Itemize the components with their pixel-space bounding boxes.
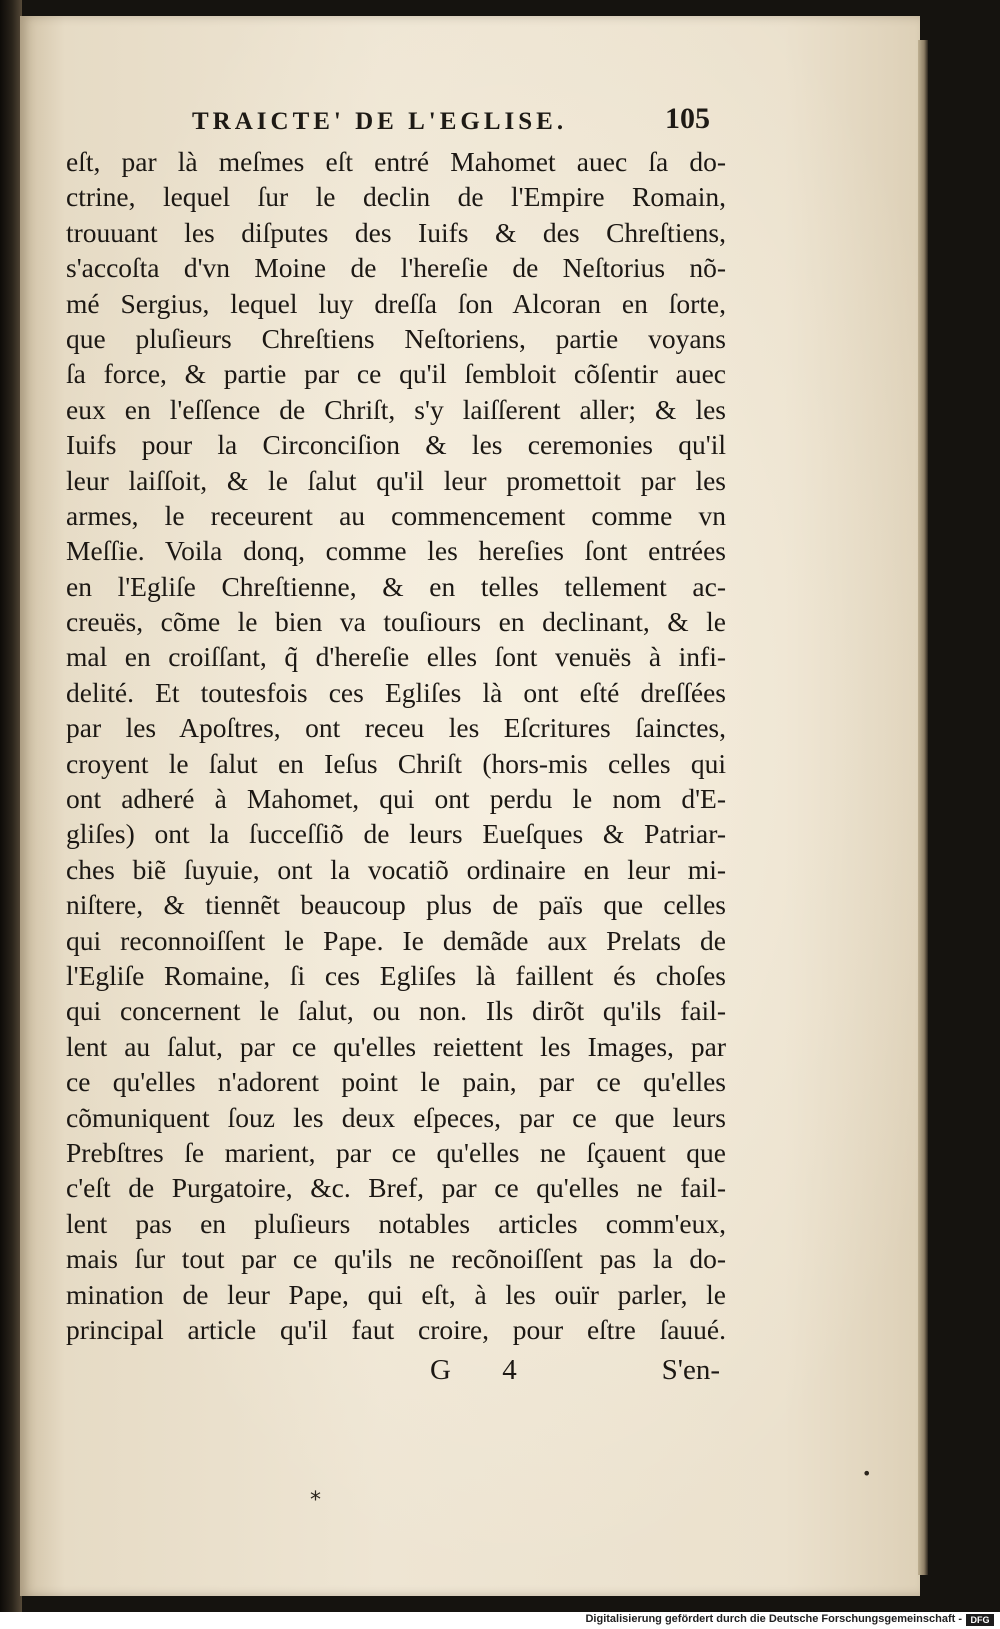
- text-line: lent pas en pluſieurs notables articles comm'eux,: [66, 1207, 726, 1239]
- ink-mark: •: [862, 1464, 872, 1483]
- text-line: trouuant les diſputes des Iuifs & des Chreſtiens,: [66, 216, 726, 248]
- book-binding: [0, 0, 22, 1612]
- text-line: mination de leur Pape, qui eſt, à les ouïr parler, le: [66, 1278, 726, 1310]
- text-line: mais ſur tout par ce qu'ils ne recõnoiſſent pas la do-: [66, 1243, 726, 1275]
- scanned-page: [20, 16, 920, 1596]
- body-text: [66, 144, 726, 1347]
- text-line: eux en l'eſſence de Chriſt, s'y laiſſerent aller; & les: [66, 393, 726, 425]
- text-line: Meſſie. Voila donq, comme les hereſies ſont entrées: [66, 535, 726, 567]
- text-line: par les Apoſtres, ont receu les Eſcritures ſainctes,: [66, 712, 726, 744]
- text-line: gliſes) ont la ſucceſſiõ de leurs Eueſques & Patriar-: [66, 818, 726, 850]
- footer-bar: [0, 1612, 1000, 1629]
- text-line: mé Sergius, lequel luy dreſſa ſon Alcoran en ſorte,: [66, 287, 726, 319]
- text-line: niſtere, & tiennẽt beaucoup plus de païs que celles: [66, 889, 726, 921]
- text-line: armes, le receurent au commencement comme vn: [66, 499, 726, 531]
- text-line: s'accoſta d'vn Moine de l'hereſie de Neſtorius nõ-: [66, 252, 726, 284]
- text-line: leur laiſſoit, & le ſalut qu'il leur promettoit par les: [66, 464, 726, 496]
- text-line: Iuifs pour la Circonciſion & les ceremonies qu'il: [66, 429, 726, 461]
- signature-line: [320, 1354, 720, 1394]
- page-number: 105: [665, 102, 710, 135]
- running-head: [170, 94, 710, 144]
- text-line: mal en croiſſant, q̃ d'hereſie elles ſont venuës à infi-: [66, 641, 726, 673]
- text-line: ches biẽ ſuyuie, ont la vocatiõ ordinaire en leur mi-: [66, 853, 726, 885]
- text-line: que pluſieurs Chreſtiens Neſtoriens, partie voyans: [66, 322, 726, 354]
- text-line: principal article qu'il faut croire, pour eſtre ſauué.: [66, 1313, 726, 1345]
- text-line: ce qu'elles n'adorent point le pain, par ce qu'elles: [66, 1066, 726, 1098]
- text-line: qui concernent le ſalut, ou non. Ils dirõt qu'ils fail-: [66, 995, 726, 1027]
- text-line: ctrine, lequel ſur le declin de l'Empire Romain,: [66, 181, 726, 213]
- text-line: ont adheré à Mahomet, qui ont perdu le nom d'E-: [66, 783, 726, 815]
- text-line: ſa force, & partie par ce qu'il ſembloit cõſentir auec: [66, 358, 726, 390]
- text-line: qui reconnoiſſent le Pape. Ie demãde aux Prelats de: [66, 924, 726, 956]
- text-line: croyent le ſalut en Ieſus Chriſt (hors-mis celles qui: [66, 747, 726, 779]
- text-line: delité. Et toutesfois ces Egliſes là ont eſté dreſſées: [66, 676, 726, 708]
- text-line: eſt, par là meſmes eſt entré Mahomet auec ſa do-: [66, 146, 726, 177]
- page-edge: [918, 40, 928, 1575]
- text-line: Prebſtres ſe marient, par ce qu'elles ne ſçauent que: [66, 1136, 726, 1168]
- text-line: l'Egliſe Romaine, ſi ces Egliſes là faillent és choſes: [66, 959, 726, 991]
- text-line: creuës, cõme le bien va touſiours en declinant, & le: [66, 606, 726, 638]
- signature-mark: G 4: [430, 1354, 539, 1386]
- text-line: cõmuniquent ſouz les deux eſpeces, par ce que leurs: [66, 1101, 726, 1133]
- text-line: c'eſt de Purgatoire, &c. Bref, par ce qu'elles ne fail-: [66, 1172, 726, 1204]
- text-line: lent au ſalut, par ce qu'elles reiettent les Images, par: [66, 1030, 726, 1062]
- star-mark: *: [310, 1488, 321, 1513]
- catchword: S'en-: [661, 1354, 720, 1386]
- running-head-title: TRAICTE' DE L'EGLISE.: [192, 108, 568, 135]
- dfg-logo-icon: DFG: [966, 1614, 994, 1626]
- text-line: en l'Egliſe Chreſtienne, & en telles tellement ac-: [66, 570, 726, 602]
- funding-credit: Digitalisierung gefördert durch die Deutsche Forschungsgemeinschaft -: [585, 1613, 962, 1625]
